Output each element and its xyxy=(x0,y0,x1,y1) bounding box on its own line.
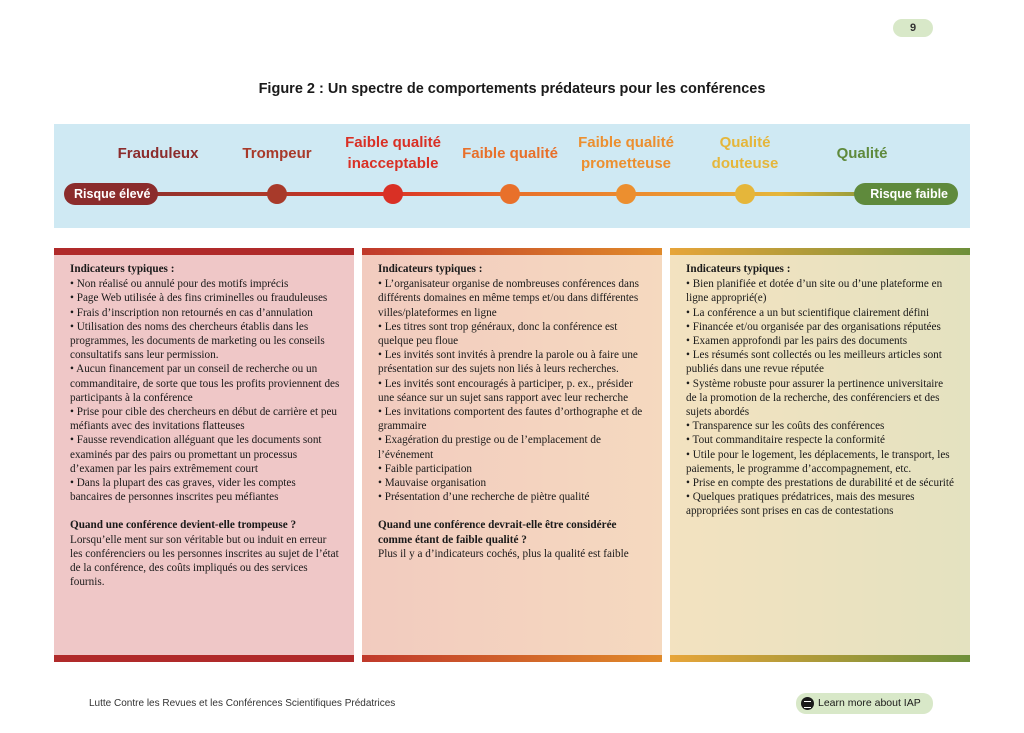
category-label xyxy=(837,143,888,164)
indicator-item: • Utile pour le logement, les déplacements, le transport, les paiements, le programme d’accompagnement, etc. xyxy=(686,448,956,476)
category-label-line: Qualité xyxy=(719,134,771,151)
figure-title: Figure 2 : Un spectre de comportements prédateurs pour les conférences xyxy=(258,81,766,97)
indicator-item: • Fausse revendication alléguant que les documents sont examinés par des pairs ou promettant un processus d’examen par les pairs extrêmement court xyxy=(70,433,340,476)
indicator-list xyxy=(378,277,648,504)
indicator-item: • Les invitations comportent des fautes d’orthographe et de grammaire xyxy=(378,405,648,433)
column-top-bar xyxy=(670,248,970,255)
category-label xyxy=(462,143,558,164)
category-label xyxy=(712,132,779,174)
spectrum-dot xyxy=(500,184,520,204)
risk-low-label: Risque faible xyxy=(854,183,958,205)
column-quality xyxy=(670,248,970,662)
indicator-item: • Financée et/ou organisée par des organisations réputées xyxy=(686,320,956,334)
indicator-item: • Système robuste pour assurer la pertinence universitaire de la promotion de la recherche, des conférenciers et des sujets abordés xyxy=(686,377,956,420)
indicator-item: • La conférence a un but scientifique clairement défini xyxy=(686,306,956,320)
indicator-item: • Mauvaise organisation xyxy=(378,476,648,490)
indicator-item: • Utilisation des noms des chercheurs établis dans les programmes, les documents de marketing ou les conseils consultatifs sans leur permission. xyxy=(70,320,340,363)
indicator-item: • Tout commanditaire respecte la conformité xyxy=(686,433,956,447)
indicator-item: • Transparence sur les coûts des conférences xyxy=(686,419,956,433)
learn-more-button[interactable] xyxy=(796,693,933,714)
column-paragraph: Plus il y a d’indicateurs cochés, plus la qualité est faible xyxy=(378,547,629,560)
column-heading: Indicateurs typiques : xyxy=(70,263,175,275)
category-label-line: Qualité xyxy=(836,145,888,162)
column-low-quality xyxy=(362,248,662,662)
category-label-line: douteuse xyxy=(711,155,779,172)
column-subheading: Quand une conférence devient-elle trompeuse ? xyxy=(70,519,297,532)
category-label-line: Faible qualité xyxy=(462,145,558,162)
column-heading: Indicateurs typiques : xyxy=(686,263,791,275)
spectrum-line xyxy=(54,124,970,228)
category-label-line: Frauduleux xyxy=(117,145,199,162)
indicator-item: • Frais d’inscription non retournés en cas d’annulation xyxy=(70,306,340,320)
column-subheading: Quand une conférence devrait-elle être considérée comme étant de faible qualité ? xyxy=(378,519,617,546)
indicator-item: • Prise pour cible des chercheurs en début de carrière et peu méfiants avec des invitations flatteuses xyxy=(70,405,340,433)
indicator-item: • Quelques pratiques prédatrices, mais des mesures appropriées sont prises en cas de contestations xyxy=(686,490,956,518)
indicator-item: • Les invités sont invités à prendre la parole ou à faire une présentation sur des sujets non liés à leurs recherches. xyxy=(378,348,648,376)
column-fraudulent xyxy=(54,248,354,662)
page-number: 9 xyxy=(893,19,933,37)
category-label xyxy=(242,143,311,164)
footer-text: Lutte Contre les Revues et les Conférences Scientifiques Prédatrices xyxy=(89,698,396,709)
indicator-item: • Dans la plupart des cas graves, vider les comptes bancaires de personnes inscrites peu méfiantes xyxy=(70,476,340,504)
learn-more-label: Learn more about IAP xyxy=(818,697,921,709)
column-heading: Indicateurs typiques : xyxy=(378,263,483,275)
risk-spectrum xyxy=(54,124,970,228)
indicator-item: • L’organisateur organise de nombreuses conférences dans différents domaines en même temps et/ou dans différentes villes/plateformes en ligne xyxy=(378,277,648,320)
risk-high-label: Risque élevé xyxy=(64,183,158,205)
column-bottom-bar xyxy=(362,655,662,662)
column-bottom-bar xyxy=(670,655,970,662)
indicator-item: • Les titres sont trop généraux, donc la conférence est quelque peu floue xyxy=(378,320,648,348)
category-label-line: Faible qualité xyxy=(345,134,441,151)
category-label xyxy=(118,143,199,164)
spectrum-dot xyxy=(616,184,636,204)
column-top-bar xyxy=(362,248,662,255)
indicator-item: • Bien planifiée et dotée d’un site ou d’une plateforme en ligne approprié(e) xyxy=(686,277,956,305)
indicator-item: • Présentation d’une recherche de piètre qualité xyxy=(378,490,648,504)
indicator-item: • Exagération du prestige ou de l’emplacement de l’événement xyxy=(378,433,648,461)
indicator-item: • Les résumés sont collectés ou les meilleurs articles sont publiés dans une revue réputée xyxy=(686,348,956,376)
indicator-item: • Examen approfondi par les pairs des documents xyxy=(686,334,956,348)
category-label-line: prometteuse xyxy=(580,155,672,172)
indicator-list xyxy=(686,277,956,518)
category-label-line: Trompeur xyxy=(242,145,312,162)
column-bottom-bar xyxy=(54,655,354,662)
indicator-list xyxy=(70,277,340,504)
category-label-line: Faible qualité xyxy=(578,134,674,151)
spectrum-dot xyxy=(267,184,287,204)
column-top-bar xyxy=(54,248,354,255)
spectrum-dot xyxy=(735,184,755,204)
category-label xyxy=(578,132,674,174)
indicator-item: • Non réalisé ou annulé pour des motifs imprécis xyxy=(70,277,340,291)
indicator-item: • Prise en compte des prestations de durabilité et de sécurité xyxy=(686,476,956,490)
indicator-item: • Les invités sont encouragés à participer, p. ex., présider une séance sur un sujet sans rapport avec leur recherche xyxy=(378,377,648,405)
spectrum-dot xyxy=(383,184,403,204)
category-label-line: inacceptable xyxy=(347,155,439,172)
column-paragraph: Lorsqu’elle ment sur son véritable but ou induit en erreur les conférenciers ou les personnes inscrites au sujet de l’état de la conférence, des coûts impliqués ou des services fournis. xyxy=(70,533,339,589)
indicator-item: • Page Web utilisée à des fins criminelles ou frauduleuses xyxy=(70,291,340,305)
category-label xyxy=(345,132,441,174)
indicator-item: • Faible participation xyxy=(378,462,648,476)
indicator-item: • Aucun financement par un conseil de recherche ou un commanditaire, de sorte que tous les profits proviennent des participants à la conférence xyxy=(70,362,340,405)
book-icon xyxy=(801,697,814,710)
